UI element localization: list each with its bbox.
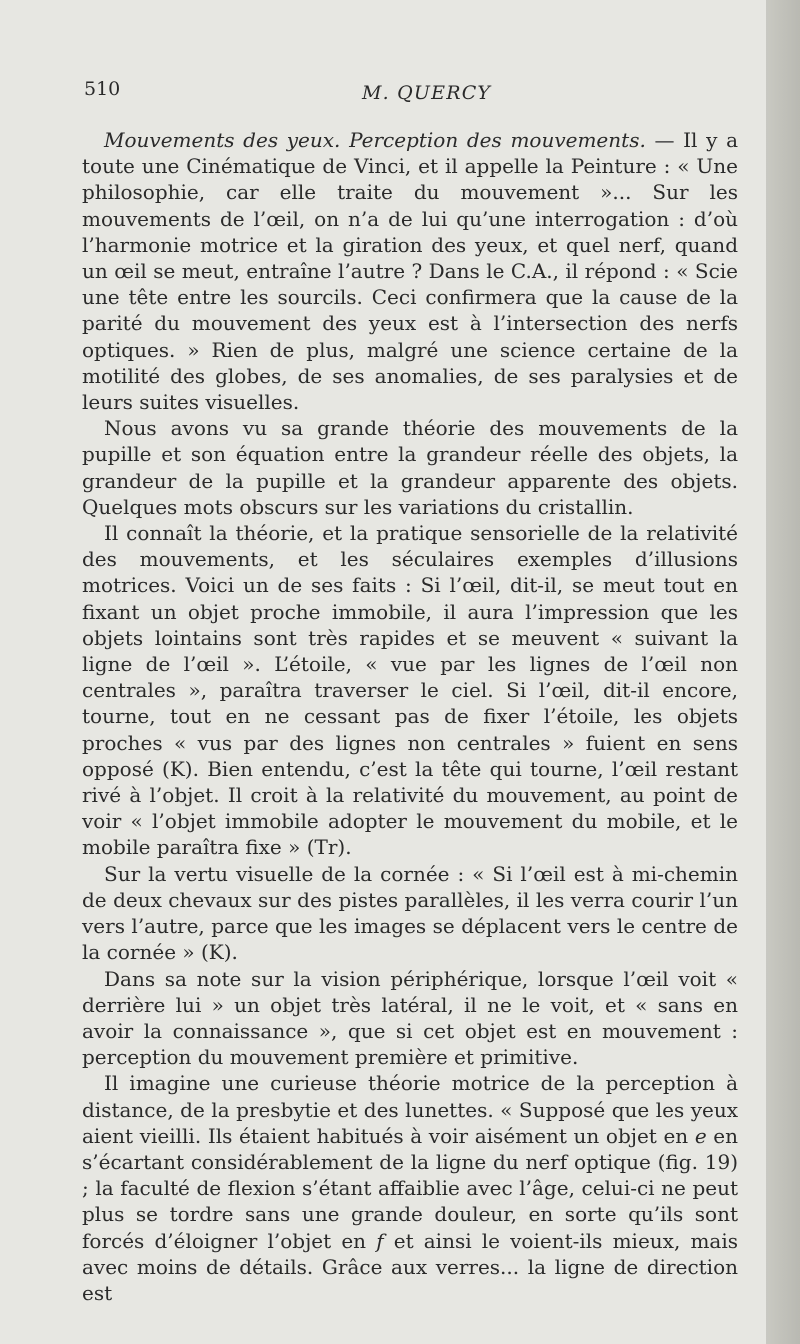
paragraph-text: et ainsi le voient-ils mieux, mais avec moins de détails. Grâce aux verres... la ligne de direction est [82,1228,738,1305]
paragraph-text: en s’écartant considérablement de la ligne du nerf optique (fig. 19) ; la faculté de flexion s’étant affaiblie avec l’âge, celui-ci ne peut plus se tordre sans une grande douleur, en sorte qu’ils sont forcés d’éloigner l’objet en [82,1123,739,1253]
point-label-f: f [376,1228,384,1253]
running-head: M. QUERCY [362,82,492,104]
point-label-e: e [694,1123,707,1148]
paragraph: Dans sa note sur la vision périphérique, lorsque l’œil voit « derrière lui » un objet très latéral, il ne le voit, et « sans en avoir la connaissance », que si cet objet est en mouvement : perception du mouvement première et primitive. [82,966,738,1070]
paragraph-text: Il imagine une curieuse théorie motrice de la perception à distance, de la presbytie et des lunettes. « Supposé que les yeux aient vieilli. Ils étaient habitués à voir aisément un objet en [82,1071,738,1148]
page-edge [766,0,800,1344]
paragraph [82,1070,738,1306]
paragraph: Nous avons vu sa grande théorie des mouvements de la pupille et son équation entre la grandeur réelle des objets, la grandeur de la pupille et la grandeur apparente des objets. Quelques mots obscurs sur les variations du cristallin. [82,416,738,519]
paragraph [82,127,738,415]
page-number: 510 [84,78,121,100]
section-title: Mouvements des yeux. Perception des mouvements. [104,128,646,152]
page-header [84,78,736,108]
paragraph-text: — Il y a toute une Cinématique de Vinci, et il appelle la Peinture : « Une philosophie, car elle traite du mouvement »... Sur les mouvements de l’œil, on n’a de lui qu’une interrogation : d’où l’harmonie motrice et la giration des yeux, et quel nerf, quand un œil se meut, entraîne l’autre ? Dans le C.A., il répond : « Scie une tête entre les sourcils. Ceci confirmera que la cause de la parité du mouvement des yeux est à l’intersection des nerfs optiques. » Rien de plus, malgré une science certaine de la motilité des globes, de ses anomalies, de ses paralysies et de leurs suites visuelles. [82,128,738,415]
paragraph: Il connaît la théorie, et la pratique sensorielle de la relativité des mouvements, et les séculaires exemples d’illusions motrices. Voici un de ses faits : Si l’œil, dit-il, se meut tout en fixant un objet proche immobile, il aura l’impression que les objets lointains sont très rapides et se meuvent « suivant la ligne de l’œil ». L’étoile, « vue par les lignes de l’œil non centrales », paraîtra traverser le ciel. Si l’œil, dit-il encore, tourne, tout en ne cessant pas de fixer l’étoile, les objets proches « vus par des lignes non centrales » fuient en sens opposé (K). Bien entendu, c’est la tête qui tourne, l’œil restant rivé à l’objet. Il croit à la relativité du mouvement, au point de voir « l’objet immobile adopter le mouvement du mobile, et le mobile paraîtra fixe » (Tr). [82,521,738,860]
body-text [82,127,738,1306]
paragraph: Sur la vertu visuelle de la cornée : « Si l’œil est à mi-chemin de deux chevaux sur des pistes parallèles, il les verra courir l’un vers l’autre, parce que les images se déplacent vers le centre de la cornée » (K). [82,861,738,965]
